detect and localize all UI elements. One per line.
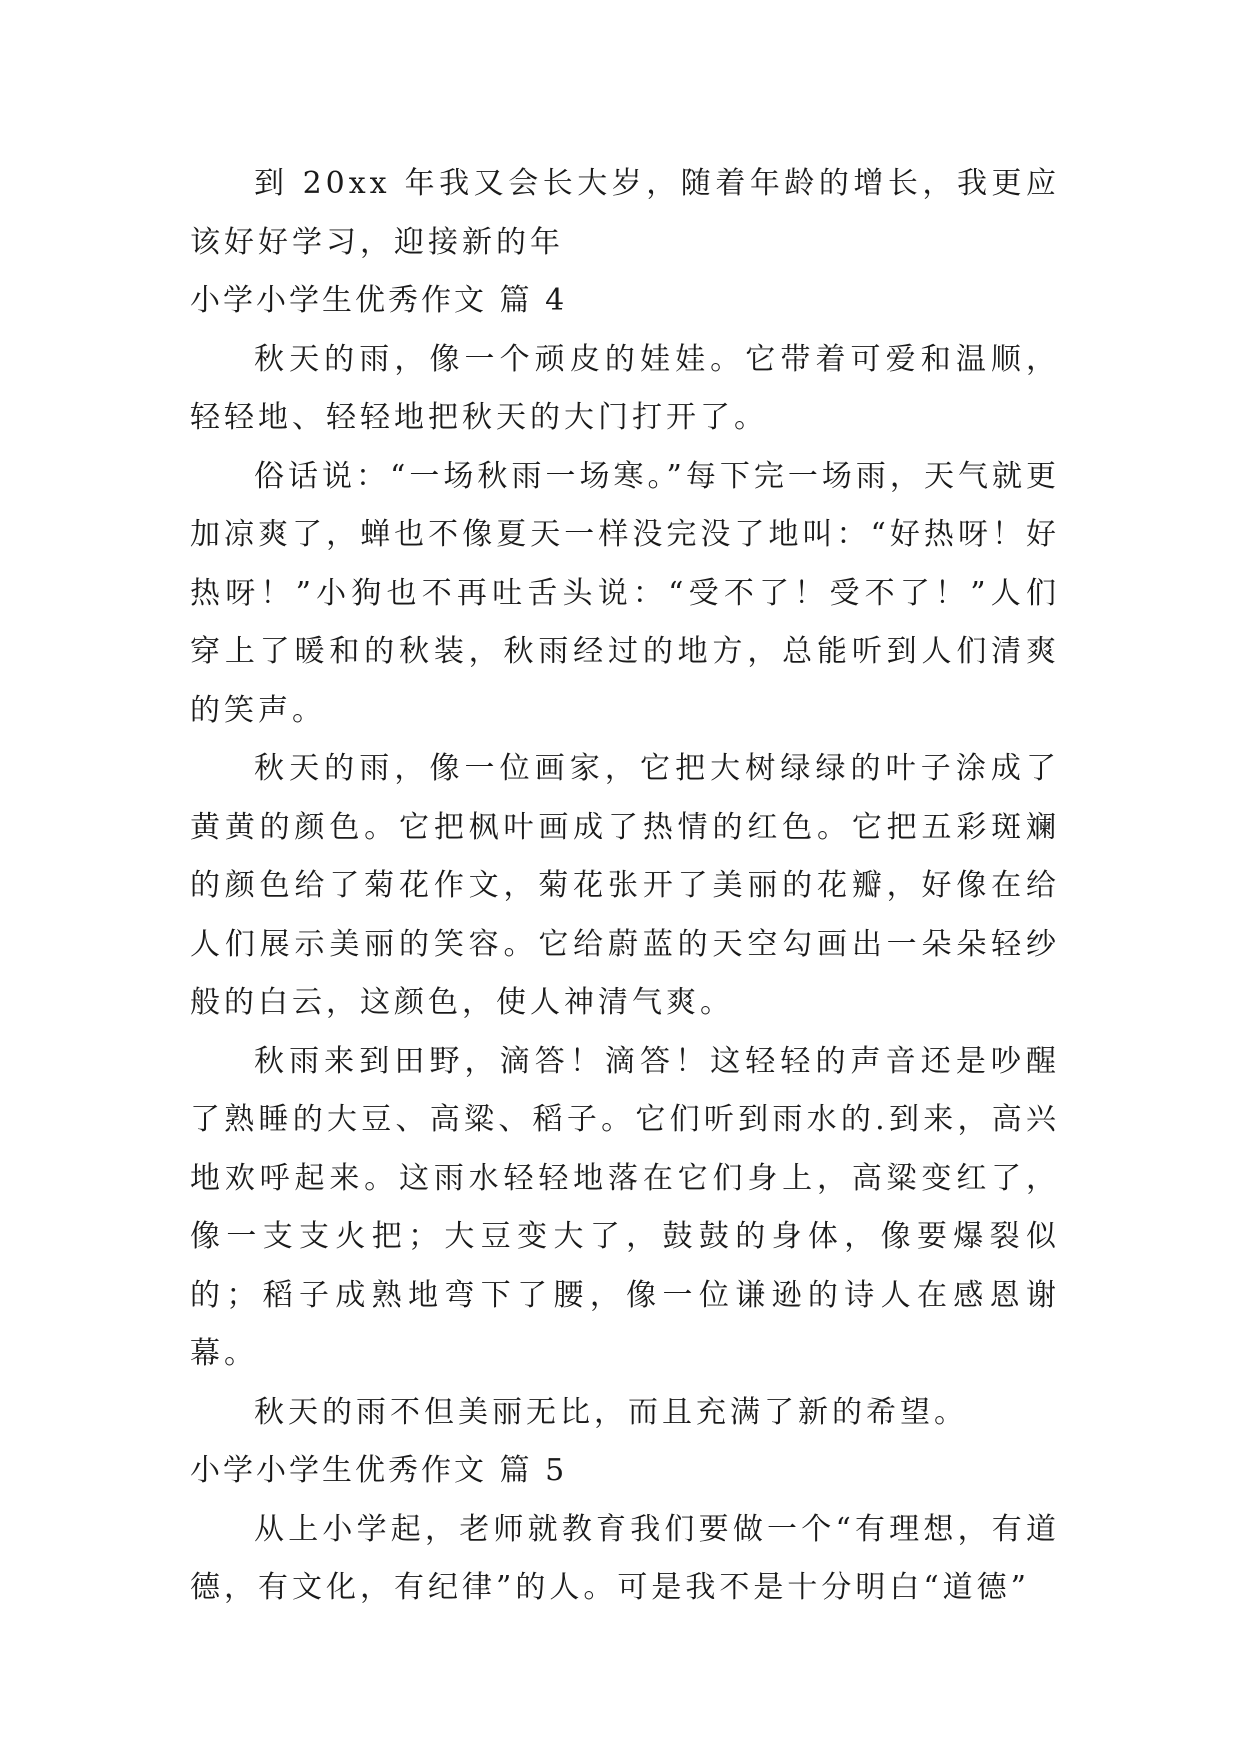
paragraph: 秋雨来到田野，滴答！滴答！这轻轻的声音还是吵醒了熟睡的大豆、高粱、稻子。它们听到雨水的.到来，高兴地欢呼起来。这雨水轻轻地落在它们身上，高粱变红了，像一支支火把；大豆变大了，鼓鼓的身体，像要爆裂似的；稻子成熟地弯下了腰，像一位谦逊的诗人在感恩谢幕。 [190,1043,1060,1371]
section-heading: 小学小学生优秀作文 篇 4 [190,283,568,318]
paragraph: 秋天的雨，像一个顽皮的娃娃。它带着可爱和温顺，轻轻地、轻轻地把秋天的大门打开了。 [190,341,1060,435]
section-heading: 小学小学生优秀作文 篇 5 [190,1453,568,1488]
paragraph: 秋天的雨，像一位画家，它把大树绿绿的叶子涂成了黄黄的颜色。它把枫叶画成了热情的红色。它把五彩斑斓的颜色给了菊花作文，菊花张开了美丽的花瓣，好像在给人们展示美丽的笑容。它给蔚蓝的天空勾画出一朵朵轻纱般的白云，这颜色，使人神清气爽。 [190,751,1060,1020]
paragraph: 秋天的雨不但美丽无比，而且充满了新的希望。 [254,1394,968,1430]
paragraph: 到 20xx 年我又会长大岁，随着年龄的增长，我更应该好好学习，迎接新的年 [190,166,1060,260]
document-body [190,155,1060,1618]
paragraph: 从上小学起，老师就教育我们要做一个“有理想，有道德，有文化，有纪律”的人。可是我不是十分明白“道德” [190,1511,1060,1605]
paragraph: 俗话说：“一场秋雨一场寒。”每下完一场雨，天气就更加凉爽了，蝉也不像夏天一样没完没了地叫：“好热呀！好热呀！”小狗也不再吐舌头说：“受不了！受不了！”人们穿上了暖和的秋装，秋雨经过的地方，总能听到人们清爽的笑声。 [190,458,1060,728]
